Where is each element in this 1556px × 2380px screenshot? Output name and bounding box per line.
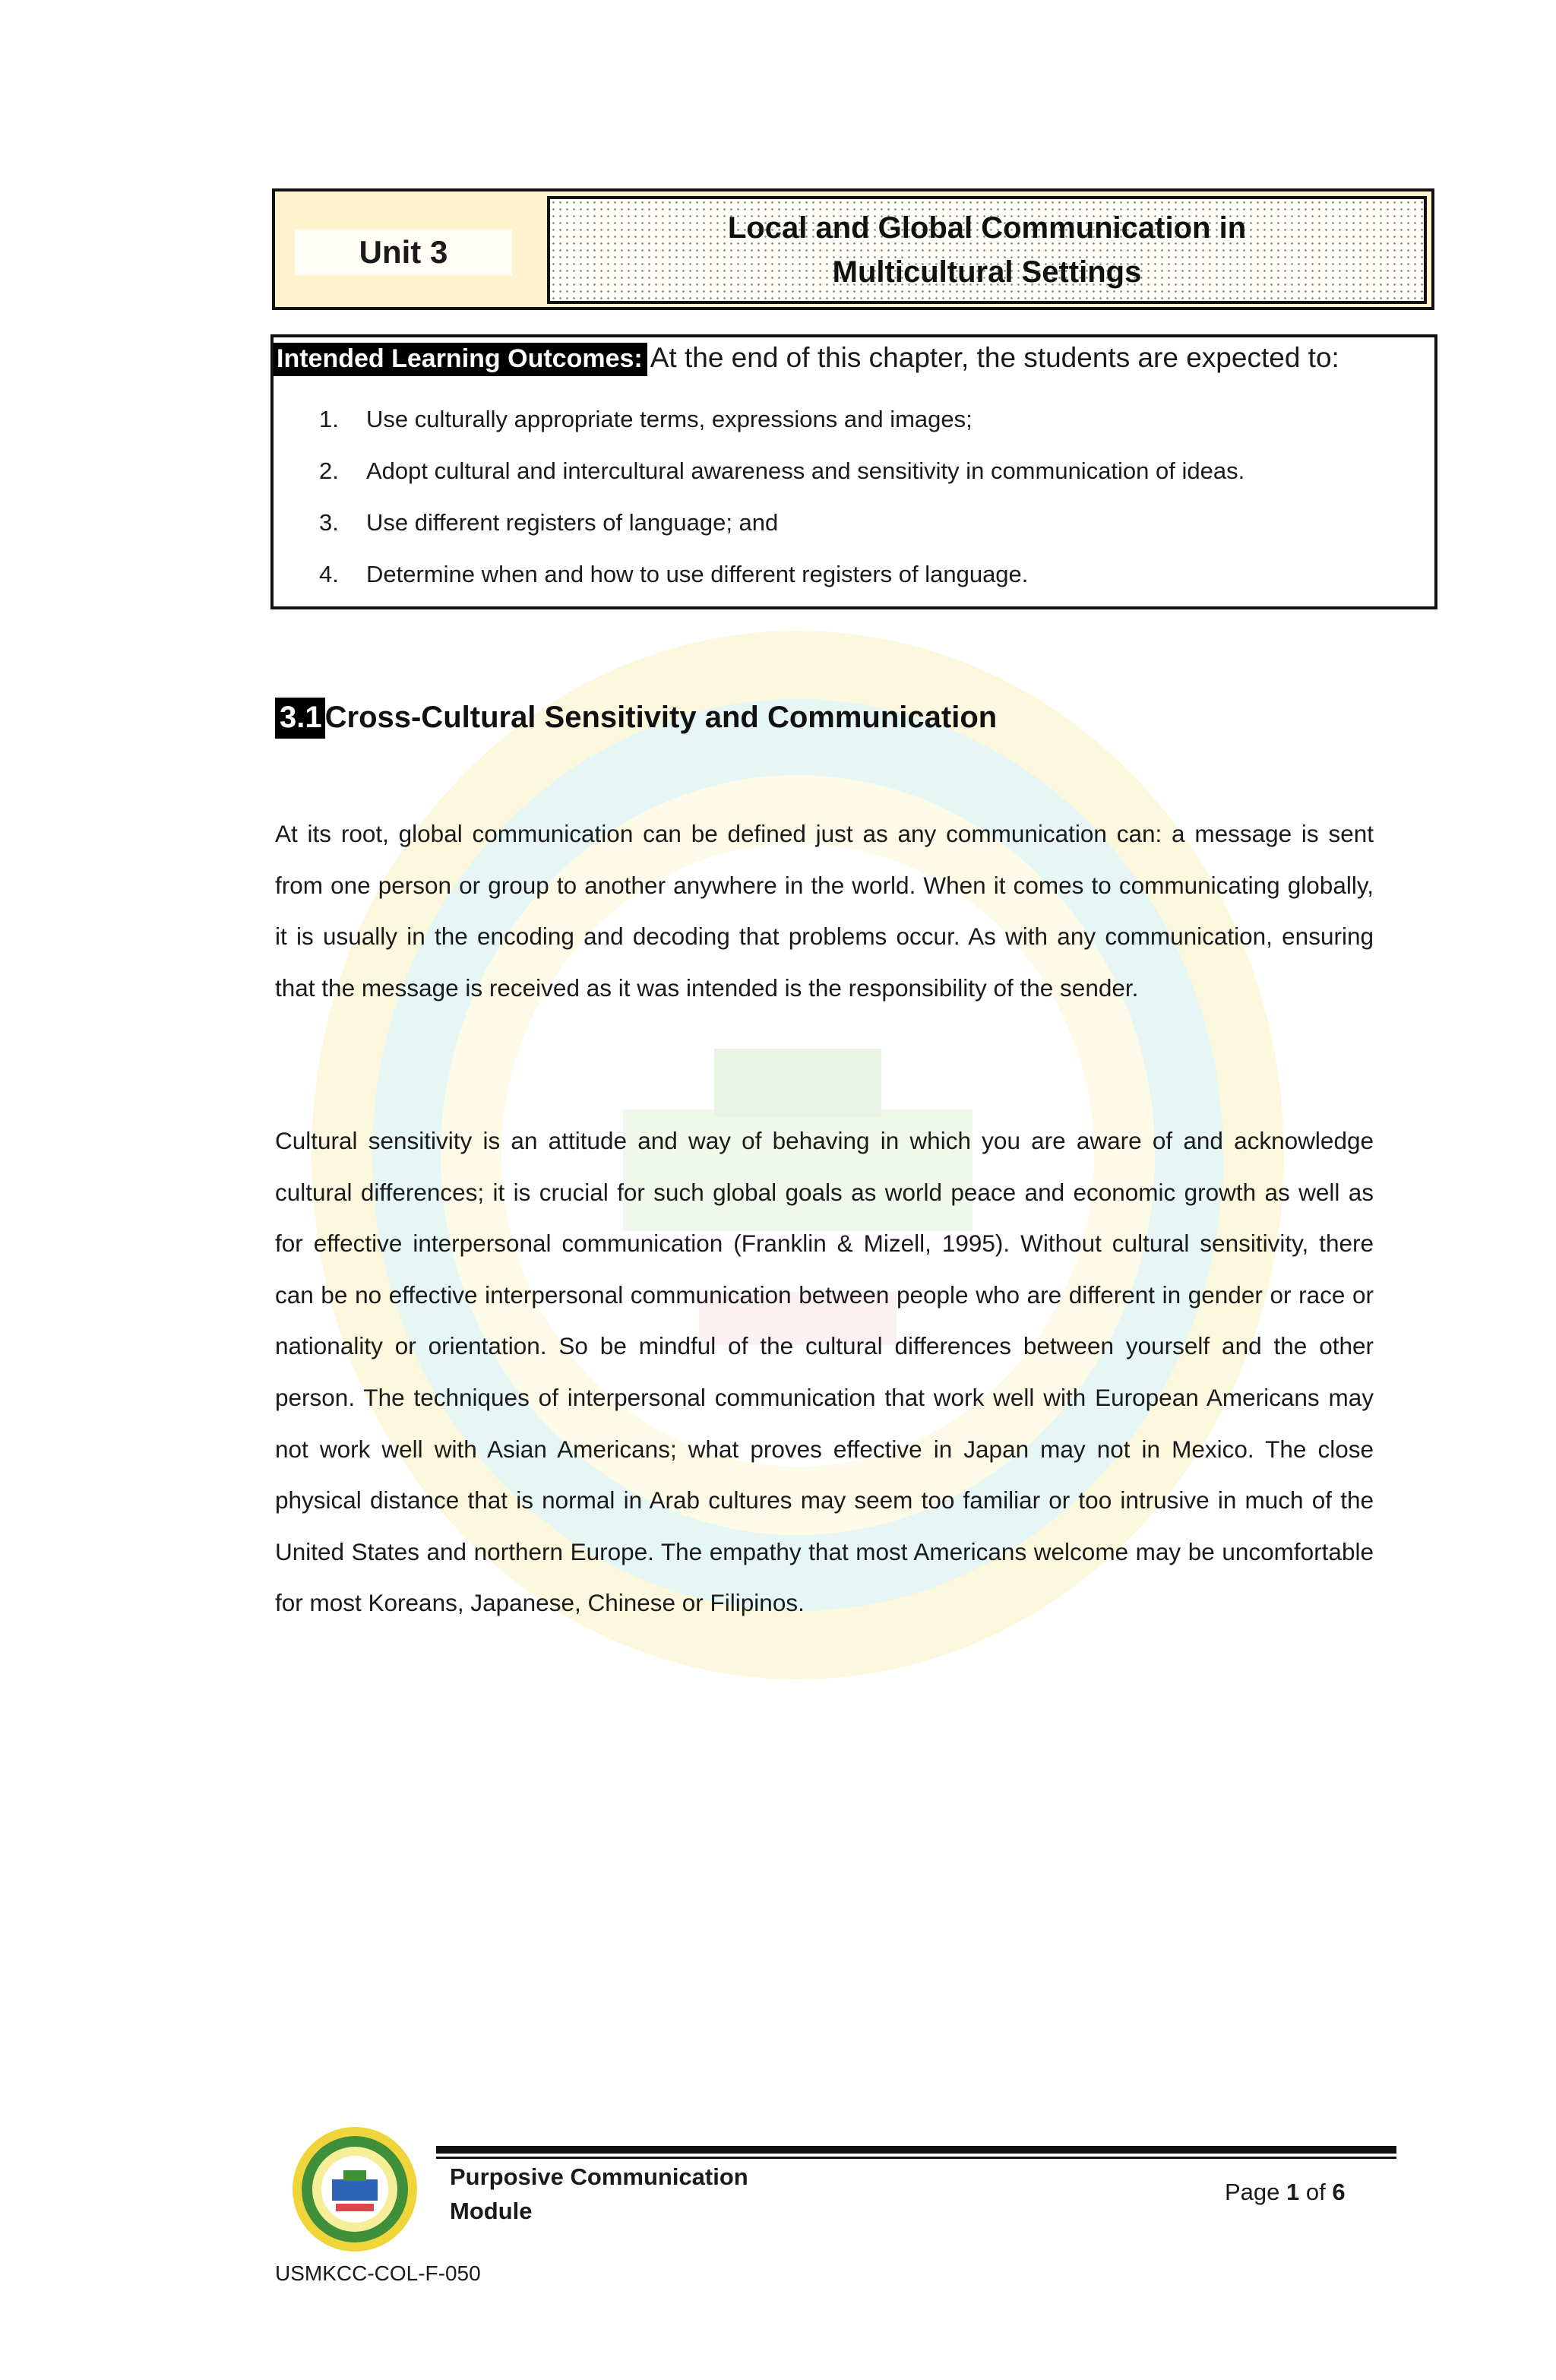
unit-header [272,188,1434,310]
footer-rule [436,2146,1396,2154]
list-item-number: 1. [319,406,339,432]
page-total: 6 [1332,2179,1346,2205]
footer-module-line1: Purposive Communication [450,2163,748,2190]
learning-outcomes-heading [274,342,1339,374]
form-code: USMKCC-COL-F-050 [275,2261,481,2285]
footer-module-line2: Module [450,2198,533,2224]
list-item-number: 2. [319,457,339,484]
learning-outcomes-list [319,394,1244,600]
learning-outcomes-intro: At the end of this chapter, the students are expected to: [650,342,1339,373]
section-title: Cross-Cultural Sensitivity and Communication [324,701,998,734]
list-item-text: Use different registers of language; and [366,509,779,536]
unit-title-line1: Local and Global Communication in [727,211,1247,245]
learning-outcomes-box [270,334,1437,609]
list-item-number: 4. [319,561,339,587]
page-of: of [1305,2179,1326,2205]
body-paragraph-1: At its root, global communication can be defined just as any communication can: a message is sent from one person or group to another anywhere in the world. When it comes to communicating globally, it is usually in the encoding and decoding that problems occur. As with any communication, ensuring that the message is received as it was intended is the responsibility of the sender. [275,820,1374,1002]
page-number [1225,2175,1346,2209]
university-seal-logo [290,2125,419,2254]
list-item-text: Adopt cultural and intercultural awareness and sensitivity in communication of ideas. [366,457,1245,484]
unit-title-panel [547,196,1427,304]
list-item-number: 3. [319,509,339,536]
footer-module-title [450,2160,748,2228]
list-item [319,445,1244,497]
body-paragraph-2: Cultural sensitivity is an attitude and way of behaving in which you are aware of and acknowledge cultural differences; it is crucial for such global goals as world peace and economic growth as well as for effective interpersonal communication (Franklin & Mizell, 1995). Without cultural sensitivity, there can be no effective interpersonal communication between people who are different in gender or race or nationality or orientation. So be mindful of the cultural differences between yourself and the other person. The techniques of interpersonal communication that work well with European Americans may not work well with Asian Americans; what proves effective in Japan may not in Mexico. The close physical distance that is normal in Arab cultures may seem too familiar or too intrusive in much of the United States and northern Europe. The empathy that most Americans welcome may be uncomfortable for most Koreans, Japanese, Chinese or Filipinos. [275,1127,1374,1617]
section-heading [275,701,997,735]
unit-label: Unit 3 [295,229,512,275]
list-item-text: Determine when and how to use different registers of language. [366,561,1029,587]
unit-title-line2: Multicultural Settings [832,255,1142,289]
list-item [319,549,1244,600]
footer-rule-thin [436,2157,1396,2159]
section-number: 3.1 [275,698,325,739]
list-item [319,394,1244,445]
page-current: 1 [1286,2179,1300,2205]
page-prefix: Page [1225,2179,1280,2205]
list-item-text: Use culturally appropriate terms, expressions and images; [366,406,972,432]
learning-outcomes-label: Intended Learning Outcomes: [274,343,647,376]
list-item [319,497,1244,549]
